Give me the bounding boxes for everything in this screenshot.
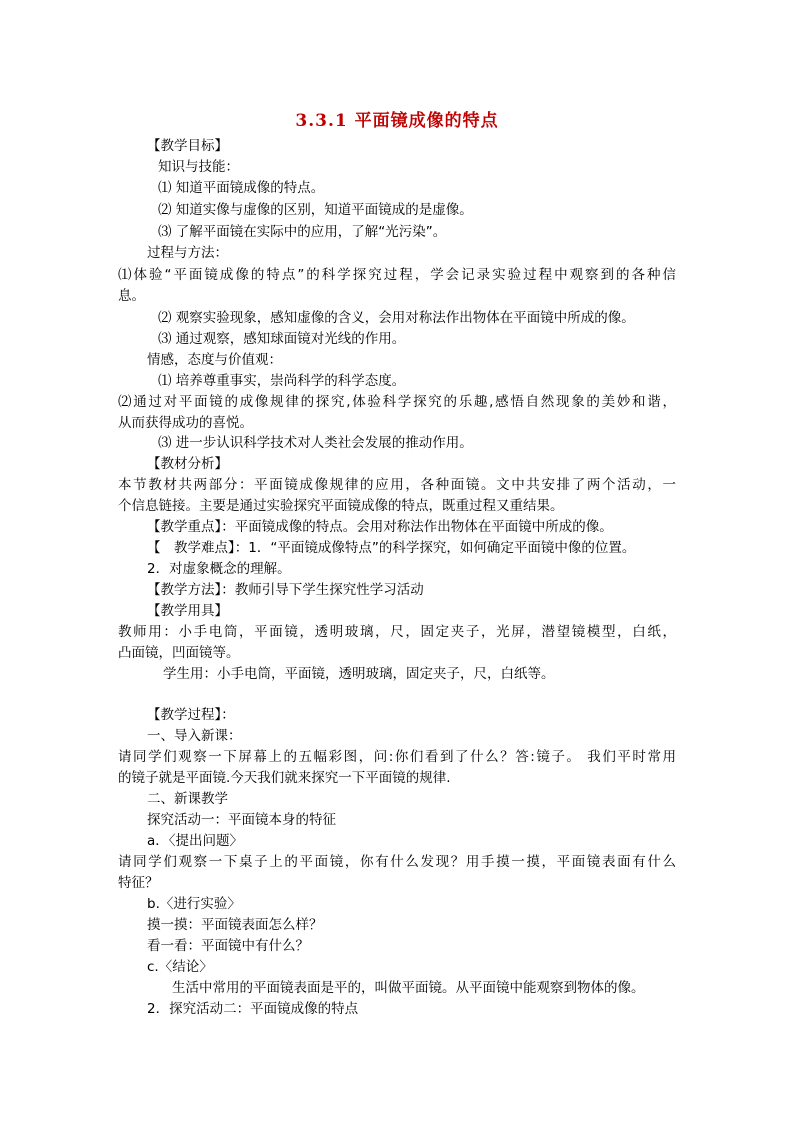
heading-teaching-process: 【教学过程】： <box>147 707 235 723</box>
teaching-method: 【教学方法】：教师引导下学生探究性学习活动 <box>147 582 424 598</box>
heading-teaching-tools: 【教学用具】 <box>147 603 228 619</box>
list-item: ⑴ 培养尊重事实，崇尚科学的科学态度。 <box>158 373 406 389</box>
list-item: ⑵通过对平面镜的成像规律的探究,体验科学探究的乐趣,感悟自然现象的美妙和谐， <box>118 394 676 410</box>
section-new-lesson: 二、新课教学 <box>147 791 228 807</box>
list-item-continued: 息。 <box>118 288 145 304</box>
list-item: ⑶ 进一步认识科学技术对人类社会发展的推动作用。 <box>158 435 473 451</box>
list-item: ⑶ 了解平面镜在实际中的应用，了解“光污染”。 <box>158 224 447 240</box>
list-item: ⑵ 知道实像与虚像的区别，知道平面镜成的是虚像。 <box>158 202 473 218</box>
list-item: ⑴ 知道平面镜成像的特点。 <box>158 180 325 196</box>
student-tools: 学生用：小手电筒，平面镜，透明玻璃，固定夹子，尺，白纸等。 <box>163 666 555 682</box>
paragraph-line: 生活中常用的平面镜表面是平的，叫做平面镜。从平面镜中能观察到物体的像。 <box>172 980 645 996</box>
paragraph-line: 摸一摸：平面镜表面怎么样？ <box>147 917 323 933</box>
subheading-process: 过程与方法： <box>147 245 228 261</box>
paragraph-line: 特征？ <box>118 875 159 891</box>
paragraph-line: 看一看：平面镜中有什么？ <box>147 938 309 954</box>
section-introduction: 一、导入新课： <box>147 728 242 744</box>
paragraph-line: 的镜子就是平面镜.今天我们就来探究一下平面镜的规律. <box>118 770 451 786</box>
subheading-attitude: 情感，态度与价值观： <box>147 352 282 368</box>
difficult-points-continued: 2．对虚象概念的理解。 <box>147 561 291 577</box>
list-item: ⑵ 观察实验现象，感知虚像的含义，会用对称法作出物体在平面镜中所成的像。 <box>158 310 635 326</box>
step-a: a．〈提出问题〉 <box>147 833 244 849</box>
difficult-points: 【 教学难点】：1．“平面镜成像特点”的科学探究，如何确定平面镜中像的位置。 <box>147 540 636 556</box>
activity-one-title: 探究活动一：平面镜本身的特征 <box>147 812 336 828</box>
step-b: b.〈进行实验〉 <box>147 896 241 912</box>
heading-material-analysis: 【教材分析】 <box>147 456 228 472</box>
step-c: c.〈结论〉 <box>147 959 213 975</box>
list-item: ⑴体验“平面镜成像的特点”的科学探究过程，学会记录实验过程中观察到的各种信 <box>118 267 676 283</box>
paragraph-line: 请同学们观察一下桌子上的平面镜，你有什么发现？用手摸一摸，平面镜表面有什么 <box>118 854 676 870</box>
activity-two-title: 2．探究活动二：平面镜成像的特点 <box>147 1001 359 1017</box>
subheading-knowledge: 知识与技能： <box>158 159 239 175</box>
list-item-continued: 从而获得成功的喜悦。 <box>118 415 253 431</box>
teacher-tools-continued: 凸面镜，凹面镜等。 <box>118 645 240 661</box>
paragraph-line: 请同学们观察一下屏幕上的五幅彩图，问:你们看到了什么？答:镜子。 我们平时常用 <box>118 749 676 765</box>
paragraph-line: 本节教材共两部分：平面镜成像规律的应用，各种面镜。文中共安排了两个活动，一 <box>118 477 676 493</box>
paragraph-line: 个信息链接。主要是通过实验探究平面镜成像的特点，既重过程又重结果。 <box>118 498 564 514</box>
key-points: 【教学重点】：平面镜成像的特点。会用对称法作出物体在平面镜中所成的像。 <box>147 519 613 535</box>
teacher-tools: 教师用：小手电筒，平面镜，透明玻璃，尺，固定夹子，光屏，潜望镜模型，白纸， <box>118 624 676 640</box>
heading-teaching-goals: 【教学目标】 <box>147 138 228 154</box>
document-title: 3.3.1 平面镜成像的特点 <box>295 111 499 131</box>
list-item: ⑶ 通过观察，感知球面镜对光线的作用。 <box>158 331 406 347</box>
